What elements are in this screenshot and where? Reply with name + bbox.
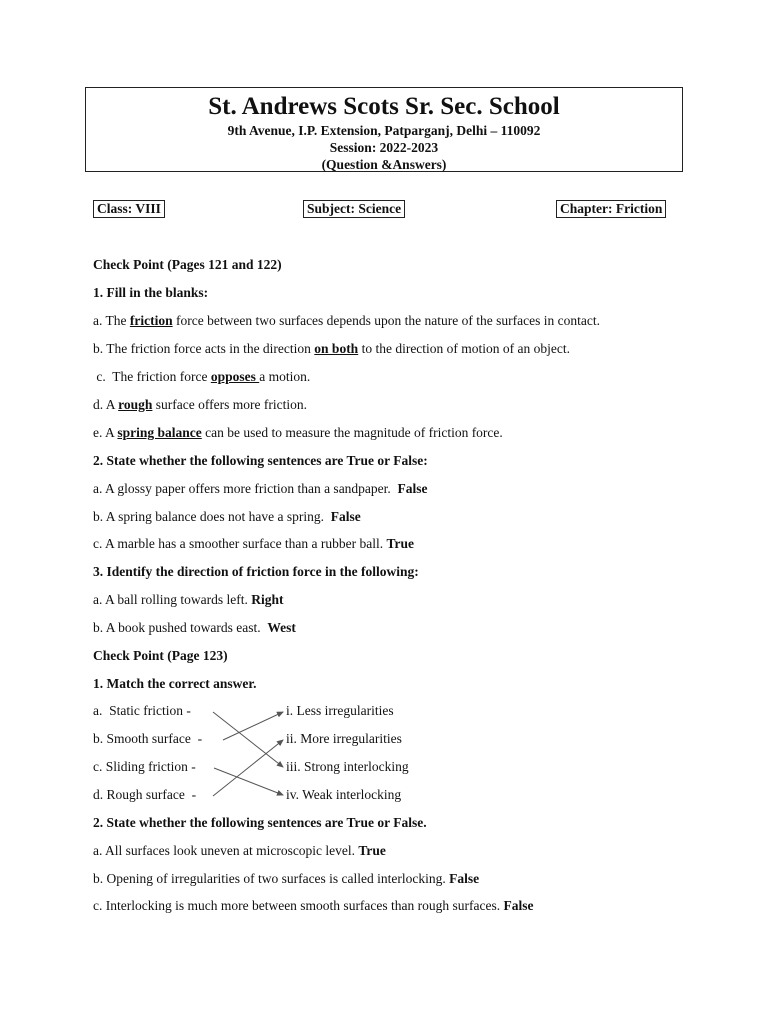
- fill-blank-b-pre: b. The friction force acts in the direction: [93, 341, 315, 356]
- cp2-true-false-c: [93, 898, 534, 914]
- direction-a-text: a. A ball rolling towards left.: [93, 592, 252, 607]
- fill-blank-d-answer: rough: [118, 397, 153, 412]
- fill-blank-d-pre: d. A: [93, 397, 119, 412]
- direction-a-answer: Right: [251, 592, 284, 607]
- document-subtitle: (Question &Answers): [321, 157, 447, 172]
- fill-blank-e-pre: e. A: [93, 425, 118, 440]
- cp2-true-false-c-text: c. Interlocking is much more between smooth surfaces than rough surfaces.: [93, 898, 504, 913]
- true-false-b-answer: False: [330, 509, 361, 524]
- cp2-true-false-a-text: a. All surfaces look uneven at microscopic level.: [93, 843, 359, 858]
- match-right-iv: iv. Weak interlocking: [286, 787, 402, 802]
- fill-blank-e-answer: spring balance: [117, 425, 202, 440]
- cp2-true-false-b: [93, 871, 479, 887]
- true-false-a-text: a. A glossy paper offers more friction than a sandpaper.: [93, 481, 398, 496]
- match-left-c: c. Sliding friction -: [93, 759, 196, 774]
- true-false-b-text: b. A spring balance does not have a spring.: [93, 509, 331, 524]
- true-false-c-answer: True: [386, 536, 415, 551]
- true-false-a-answer: False: [397, 481, 428, 496]
- match-right-ii: ii. More irregularities: [286, 731, 402, 746]
- school-address: 9th Avenue, I.P. Extension, Patparganj, Delhi – 110092: [227, 123, 541, 138]
- cp2-true-false-b-text: b. Opening of irregularities of two surfaces is called interlocking.: [93, 871, 450, 886]
- checkpoint-1-title: Check Point (Pages 121 and 122): [93, 257, 282, 272]
- match-arrow-b-i: [223, 712, 283, 740]
- match-right-iii: iii. Strong interlocking: [286, 759, 409, 774]
- session: Session: 2022-2023: [329, 140, 439, 155]
- match-arrow-d-ii: [213, 740, 283, 796]
- school-name: St. Andrews Scots Sr. Sec. School: [208, 93, 560, 120]
- q3-direction-title: 3. Identify the direction of friction force in the following:: [93, 564, 419, 579]
- fill-blank-c-answer: opposes: [210, 369, 260, 384]
- subject-label: Subject: Science: [303, 200, 405, 218]
- match-left-a: a. Static friction -: [93, 703, 191, 718]
- fill-blank-a-answer: friction: [129, 313, 173, 328]
- fill-blank-c-post: a motion.: [259, 369, 311, 384]
- fill-blank-b-answer: on both: [314, 341, 359, 356]
- cp2-true-false-a-answer: True: [358, 843, 386, 858]
- match-title: 1. Match the correct answer.: [93, 676, 257, 691]
- match-left-d: d. Rough surface -: [93, 787, 197, 802]
- fill-blank-d-post: surface offers more friction.: [152, 397, 307, 412]
- fill-blank-c-pre: c. The friction force: [93, 369, 211, 384]
- direction-b-answer: West: [267, 620, 296, 635]
- cp2-true-false-b-answer: False: [449, 871, 480, 886]
- fill-blank-a-post: force between two surfaces depends upon the nature of the surfaces in contact.: [172, 313, 600, 328]
- q1-fill-blanks-title: 1. Fill in the blanks:: [93, 285, 209, 300]
- cp2-true-false-c-answer: False: [503, 898, 534, 913]
- true-false-c-text: c. A marble has a smoother surface than a rubber ball.: [93, 536, 387, 551]
- match-arrow-c-iv: [214, 768, 283, 795]
- match-left-b: b. Smooth surface -: [93, 731, 203, 746]
- direction-b-text: b. A book pushed towards east.: [93, 620, 268, 635]
- q2-cp2-title: 2. State whether the following sentences are True or False.: [93, 815, 427, 830]
- match-right-i: i. Less irregularities: [286, 703, 394, 718]
- checkpoint-2-title: Check Point (Page 123): [93, 648, 228, 663]
- class-label: Class: VIII: [93, 200, 165, 218]
- q2-true-false-title: 2. State whether the following sentences are True or False:: [93, 453, 428, 468]
- fill-blank-b-post: to the direction of motion of an object.: [358, 341, 571, 356]
- fill-blank-a-pre: a. The: [93, 313, 130, 328]
- cp2-true-false-a: [93, 843, 386, 859]
- chapter-label: Chapter: Friction: [556, 200, 666, 218]
- fill-blank-e-post: can be used to measure the magnitude of friction force.: [201, 425, 503, 440]
